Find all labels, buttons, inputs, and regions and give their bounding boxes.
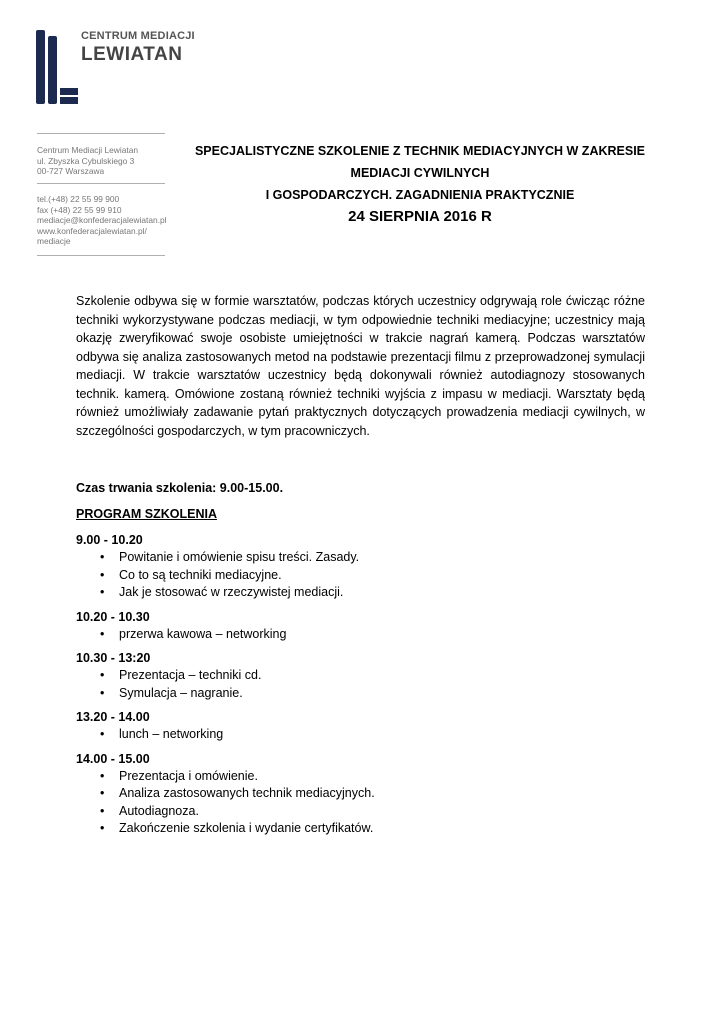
title-line-3: I GOSPODARCZYCH. ZAGADNIENIA PRAKTYCZNIE xyxy=(265,188,575,202)
program-block xyxy=(76,608,656,644)
address-line: Centrum Mediacji Lewiatan xyxy=(37,145,139,155)
list-item: • Powitanie i omówienie spisu treści. Zasady. xyxy=(76,549,656,567)
program-block xyxy=(76,531,656,602)
program-block xyxy=(76,750,656,838)
intro-paragraph: Szkolenie odbywa się w formie warsztatów, podczas których uczestnicy odgrywają role ćwicząc różne techniki wykorzystywane podczas mediacji, w tym odpowiednie techniki mediacyjne; uczestnicy mają okazję zweryfikować swoje osobiste umiejętności w trakcie nagrań kamerą. Podczas warsztatów odbywa się analiza zastosowanych metod na podstawie prezentacji filmu z przeprowadzonej symulacji mediacji. W trakcie warsztatów uczestnicy będą dokonywali również autodiagnozy stosowanych technik. kamerą. Omówione zostaną również techniki wyjścia z impasu w mediacji. Warsztaty będą również umożliwiały zadawanie pytań praktycznych dotyczących prowadzenia mediacji cywilnych, w szczególności gospodarczych, w tym pracowniczych. xyxy=(76,294,645,438)
divider xyxy=(37,183,165,184)
program-list xyxy=(76,531,656,844)
divider xyxy=(37,133,165,134)
website-cont: mediacje xyxy=(37,236,71,246)
block-time: 9.00 - 10.20 xyxy=(76,533,143,547)
lewiatan-logo-mark xyxy=(36,30,78,106)
duration: Czas trwania szkolenia: 9.00-15.00. xyxy=(76,481,284,495)
divider xyxy=(37,255,165,256)
document-title xyxy=(190,140,650,228)
title-line-2: MEDIACJI CYWILNYCH xyxy=(350,166,490,180)
website: www.konfederacjalewiatan.pl/ xyxy=(37,225,147,236)
phone: tel.(+48) 22 55 99 900 xyxy=(37,194,120,204)
block-time: 10.20 - 10.30 xyxy=(76,609,150,624)
logo xyxy=(36,30,196,110)
address-block xyxy=(37,145,177,177)
list-item: • Prezentacja i omówienie. xyxy=(76,768,656,786)
title-date: 24 SIERPNIA 2016 R xyxy=(348,208,492,225)
email: mediacje@konfederacjalewiatan.pl xyxy=(37,215,167,225)
list-item: • Autodiagnoza. xyxy=(76,803,656,821)
address-line: 00-727 Warszawa xyxy=(37,166,105,176)
logo-main-text: LEWIATAN xyxy=(81,44,183,65)
list-item: • Prezentacja – techniki cd. xyxy=(76,667,656,685)
list-item: • przerwa kawowa – networking xyxy=(76,626,656,644)
program-block xyxy=(76,649,656,702)
program-heading: PROGRAM SZKOLENIA xyxy=(76,507,217,521)
program-block xyxy=(76,708,656,744)
list-item: • Analiza zastosowanych technik mediacyjnych. xyxy=(76,785,656,803)
address-line: ul. Zbyszka Cybulskiego 3 xyxy=(37,155,135,166)
list-item: • lunch – networking xyxy=(76,726,656,744)
block-time: 10.30 - 13:20 xyxy=(76,651,151,665)
block-time: 14.00 - 15.00 xyxy=(76,751,150,766)
list-item: • Jak je stosować w rzeczywistej mediacji. xyxy=(76,584,656,602)
contact-block xyxy=(37,194,177,247)
fax: fax (+48) 22 55 99 910 xyxy=(37,204,122,215)
title-line-1: SPECJALISTYCZNE SZKOLENIE Z TECHNIK MEDIACYJNYCH W ZAKRESIE xyxy=(194,144,646,158)
list-item: • Zakończenie szkolenia i wydanie certyfikatów. xyxy=(76,820,656,838)
logo-top-text: CENTRUM MEDIACJI xyxy=(81,30,195,42)
list-item: • Symulacja – nagranie. xyxy=(76,685,656,703)
block-time: 13.20 - 14.00 xyxy=(76,710,150,724)
list-item: • Co to są techniki mediacyjne. xyxy=(76,567,656,585)
